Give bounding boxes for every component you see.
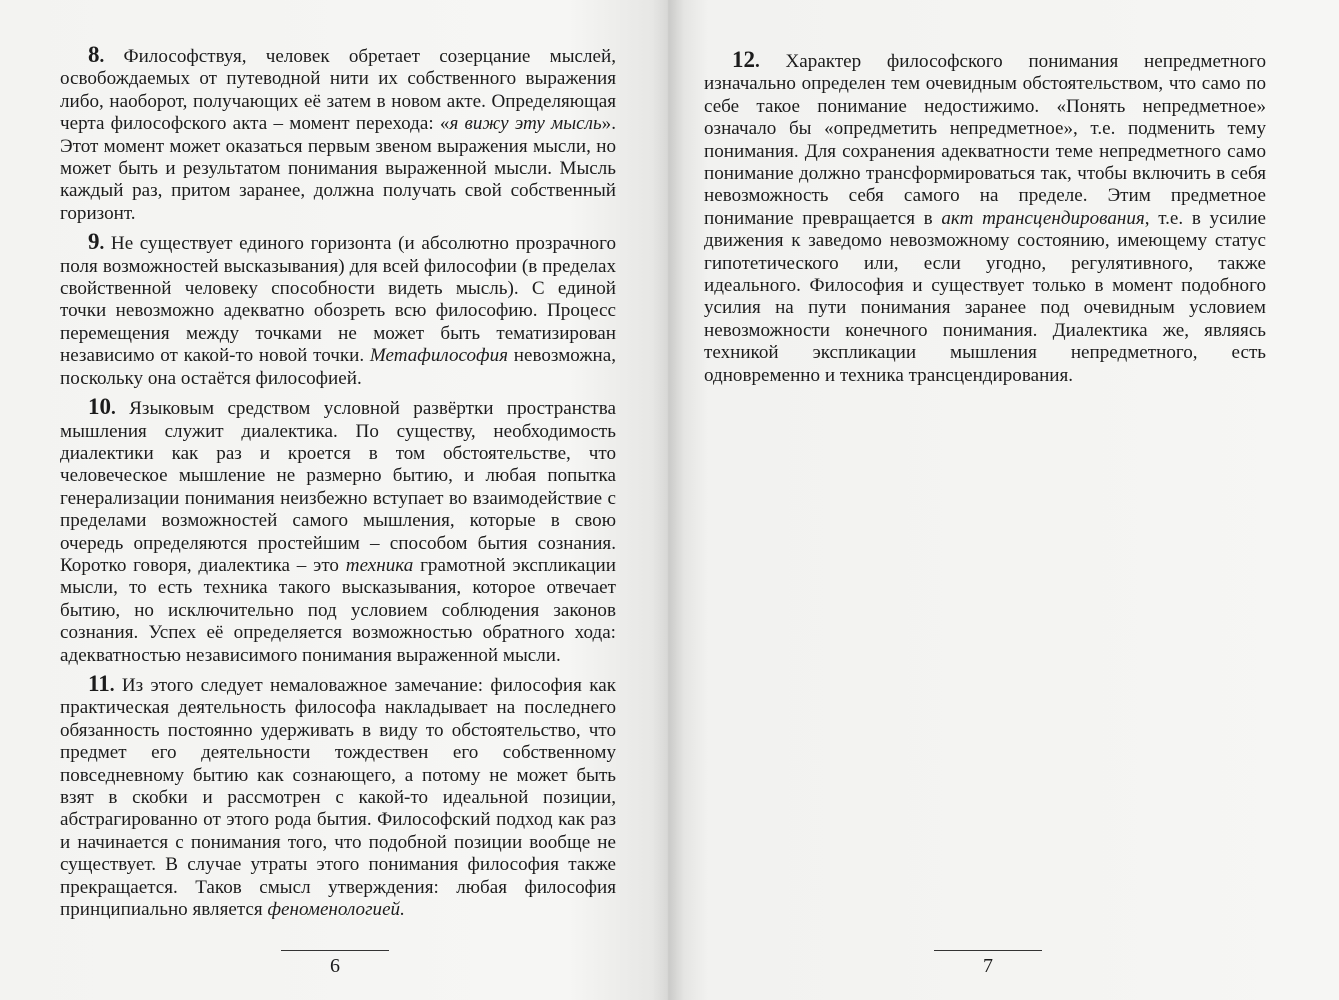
paragraph-number: 12 <box>732 47 755 72</box>
paragraph-text: Из этого следует немаловажное замечание: философия как практическая деятельность философа накладывает на последнего обязанность постоянно удерживать в виду то обстоятельство, что предмет его деятельности тождествен его собственному повседневному бытию как сознающего, а потому не может быть взят в скобки и рассмотрен с какой-то идеальной позиции, абстрагированно от этого рода бытия. Философский подход как раз и начинается с понимания того, что подобной позиции вообще не существует. В случае утраты этого понимания философия также прекращается. Таков смысл утверждения: любая философия принципиально является <box>60 674 616 921</box>
paragraph-text: Не существует единого горизонта (и абсолютно прозрачного поля возможностей высказывания) для всей философии (в пределах свойственной человеку способности видеть мысль). С единой точки невозможно адекватно обозреть всю философию. Процесс перемещения между точками не может быть тематизирован независимо от какой-то новой точки. <box>60 233 616 367</box>
left-page-footer <box>280 950 390 977</box>
paragraph-emphasis: я вижу эту мысль <box>449 113 602 135</box>
left-page <box>0 0 668 1000</box>
paragraph-9: 9. Не существует единого горизонта (и абсолютно прозрачного поля возможностей высказывания) для всей философии (в пределах свойственной человеку способности видеть мысль). С единой точки невозможно адекватно обозреть всю философию. Процесс перемещения между точками не может быть тематизирован независимо от какой-то новой точки. Метафилософия невозможна, поскольку она остаётся философией. <box>60 229 617 389</box>
footer-rule <box>281 950 389 951</box>
paragraph-text: невозможна, поскольку она остаётся философией. <box>60 345 617 389</box>
paragraph-emphasis: техника <box>345 554 414 576</box>
paragraph-number: 8 <box>88 42 100 67</box>
footer-rule <box>934 950 1042 951</box>
paragraph-text: грамотной экспликации мысли, то есть техника такого высказывания, которое отвечает бытию, но исключительно под условием соблюдения законов сознания. Успех её определяется возможностью обратного хода: адекватностью независимого понимания выраженной мысли. <box>60 554 616 666</box>
paragraph-text: , т.е. в усилие движения к заведомо невозможному состоянию, имеющему статус гипотетического или, если угодно, регулятивного, также идеального. Философия и существует только в момент подобного усилия на пути понимания заранее под очевидным условием невозможности конечного понимания. Диалектика же, являясь техникой экспликации мышления непредметного, есть одновременно и техника трансцендирования. <box>704 207 1267 386</box>
paragraph-emphasis: феноменологией. <box>267 899 405 921</box>
paragraph-12: 12. Характер философского понимания непредметного изначально определен тем очевидным обстоятельством, что само по себе такое понимание недостижимо. «Понять непредметное» означало бы «опредметить непредметное», т.е. подменить тему понимания. Для сохранения адекватности теме непредметного само понимание должно трансформироваться так, чтобы включить в себя невозможность себя самого на пределе. Этим предметное понимание превращается в акт трансцендирования, т.е. в усилие движения к заведомо невозможному состоянию, имеющему статус гипотетического или, если угодно, регулятивного, также идеального. Философия и существует только в момент подобного усилия на пути понимания заранее под очевидным условием невозможности конечного понимания. Диалектика же, являясь техникой экспликации мышления непредметного, есть одновременно и техника трансцендирования. <box>704 47 1267 386</box>
page-number: 6 <box>330 955 340 977</box>
page-number: 7 <box>983 955 993 977</box>
right-page-footer <box>933 950 1043 977</box>
paragraph-emphasis: Метафилософия <box>369 345 509 367</box>
paragraph-11: 11. Из этого следует немаловажное замечание: философия как практическая деятельность философа накладывает на последнего обязанность постоянно удерживать в виду то обстоятельство, что предмет его деятельности тождествен его собственному повседневному бытию как сознающего, а потому не может быть взят в скобки и рассмотрен с какой-то идеальной позиции, абстрагированно от этого рода бытия. Философский подход как раз и начинается с понимания того, что подобной позиции вообще не существует. В случае утраты этого понимания философия также прекращается. Таков смысл утверждения: любая философия принципиально является феноменологией. <box>60 670 616 921</box>
right-page <box>668 0 1339 1000</box>
paragraph-8: 8. Философствуя, человек обретает созерцание мыслей, освобождаемых от путеводной нити их собственного выражения либо, наоборот, получающих её затем в новом акте. Определяющая черта философского акта – момент перехода: «я вижу эту мысль». Этот момент может оказаться первым звеном выражения мысли, но может быть и результатом понимания выраженной мысли. Мысль каждый раз, притом заранее, должна получать свой собственный горизонт. <box>60 42 616 224</box>
right-page-text <box>704 49 1266 393</box>
paragraph-number: 10 <box>88 394 111 420</box>
paragraph-text: Языковым средством условной развёртки пространства мышления служит диалектика. По существу, необходимость диалектики как раз и кроется в том обстоятельстве, что человеческое мышление не размерно бытию, и любая попытка генерализации понимания неизбежно вступает во взаимодействие с пределами возможностей самого мышления, которые в свою очередь определяются простейшим – способом бытия сознания. Коротко говоря, диалектика – это <box>60 398 616 576</box>
paragraph-emphasis: акт трансцендирования <box>941 207 1145 229</box>
paragraph-text: Характер философского понимания непредметного изначально определен тем очевидным обстоятельством, что само по себе такое понимание недостижимо. «Понять непредметное» означало бы «опредметить непредметное», т.е. подменить тему понимания. Для сохранения адекватности теме непредметного само понимание должно трансформироваться так, чтобы включить в себя невозможность себя самого на пределе. Этим предметное понимание превращается в <box>704 51 1266 229</box>
paragraph-number: 9 <box>88 229 100 255</box>
paragraph-number: 11 <box>88 670 110 696</box>
left-page-text <box>60 44 616 927</box>
paragraph-text: ». Этот момент может оказаться первым звеном выражения мысли, но может быть и результатом понимания выраженной мысли. Мысль каждый раз, притом заранее, должна получать свой собственный горизонт. <box>60 113 616 224</box>
paragraph-10: 10. Языковым средством условной развёртки пространства мышления служит диалектика. По существу, необходимость диалектики как раз и кроется в том обстоятельстве, что человеческое мышление не размерно бытию, и любая попытка генерализации понимания неизбежно вступает во взаимодействие с пределами возможностей самого мышления, которые в свою очередь определяются простейшим – способом бытия сознания. Коротко говоря, диалектика – это техника грамотной экспликации мысли, то есть техника такого высказывания, которое отвечает бытию, но исключительно под условием соблюдения законов сознания. Успех её определяется возможностью обратного хода: адекватностью независимого понимания выраженной мысли. <box>60 394 616 666</box>
paragraph-text: Философствуя, человек обретает созерцание мыслей, освобождаемых от путеводной нити их собственного выражения либо, наоборот, получающих её затем в новом акте. Определяющая черта философского акта – момент перехода: « <box>60 46 616 135</box>
